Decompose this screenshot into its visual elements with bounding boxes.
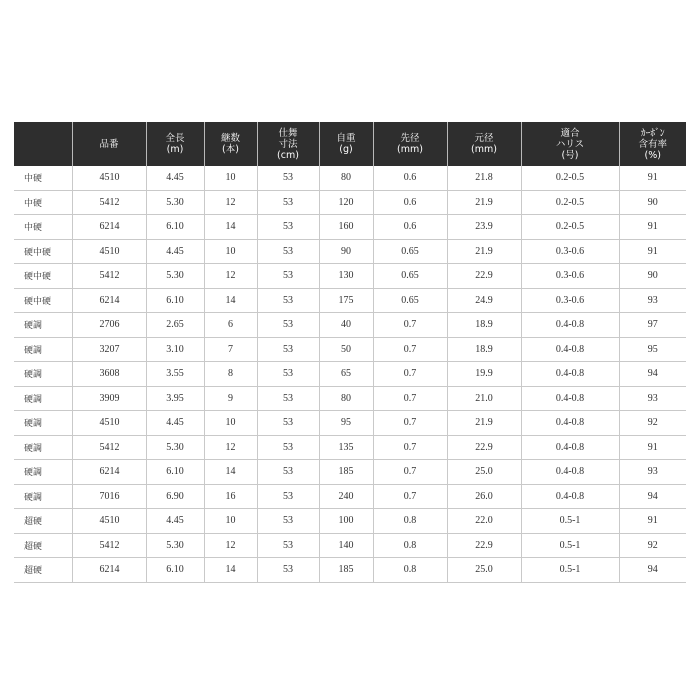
closed-length-cell: 53	[257, 166, 319, 190]
closed-length-cell: 53	[257, 509, 319, 534]
weight-cell: 175	[319, 288, 373, 313]
table-body	[14, 166, 686, 582]
model-number-cell: 4510	[72, 411, 146, 436]
total-length-cell: 5.30	[146, 264, 204, 289]
sections-cell: 14	[204, 460, 257, 485]
tip-diameter-cell: 0.7	[373, 435, 447, 460]
tip-diameter-cell: 0.8	[373, 533, 447, 558]
model-number-cell: 5412	[72, 435, 146, 460]
model-number-cell: 6214	[72, 288, 146, 313]
butt-diameter-cell: 21.0	[447, 386, 521, 411]
total-length-cell: 6.10	[146, 558, 204, 583]
line-rating-cell: 0.4-0.8	[521, 411, 619, 436]
sections-cell: 12	[204, 435, 257, 460]
total-length-cell: 3.55	[146, 362, 204, 387]
carbon-content-cell: 93	[619, 460, 686, 485]
tip-diameter-cell: 0.7	[373, 460, 447, 485]
table-row	[14, 435, 686, 460]
carbon-content-cell: 91	[619, 509, 686, 534]
weight-cell: 80	[319, 166, 373, 190]
model-number-cell: 6214	[72, 215, 146, 240]
weight-cell: 185	[319, 558, 373, 583]
butt-diameter-cell: 19.9	[447, 362, 521, 387]
grade-cell: 中硬	[14, 190, 72, 215]
sections-cell: 7	[204, 337, 257, 362]
model-number-cell: 3909	[72, 386, 146, 411]
weight-cell: 240	[319, 484, 373, 509]
butt-diameter-cell: 25.0	[447, 460, 521, 485]
tip-diameter-cell: 0.7	[373, 411, 447, 436]
weight-cell: 140	[319, 533, 373, 558]
total-length-header: 全長 (m)	[146, 122, 204, 166]
line-rating-cell: 0.4-0.8	[521, 435, 619, 460]
butt-diameter-cell: 21.9	[447, 239, 521, 264]
weight-cell: 65	[319, 362, 373, 387]
weight-cell: 100	[319, 509, 373, 534]
line-rating-cell: 0.2-0.5	[521, 215, 619, 240]
carbon-content-cell: 95	[619, 337, 686, 362]
grade-cell: 硬中硬	[14, 288, 72, 313]
weight-cell: 40	[319, 313, 373, 338]
model-number-cell: 6214	[72, 460, 146, 485]
carbon-content-cell: 91	[619, 435, 686, 460]
grade-cell: 超硬	[14, 558, 72, 583]
closed-length-cell: 53	[257, 313, 319, 338]
butt-diameter-cell: 22.9	[447, 435, 521, 460]
closed-length-cell: 53	[257, 435, 319, 460]
tip-diameter-cell: 0.7	[373, 337, 447, 362]
rod-spec-table	[14, 122, 686, 583]
grade-cell: 硬調	[14, 435, 72, 460]
table-header-row	[14, 122, 686, 166]
total-length-cell: 3.10	[146, 337, 204, 362]
weight-cell: 50	[319, 337, 373, 362]
line-rating-cell: 0.2-0.5	[521, 190, 619, 215]
weight-cell: 185	[319, 460, 373, 485]
table-row	[14, 215, 686, 240]
closed-length-cell: 53	[257, 386, 319, 411]
tip-diameter-cell: 0.7	[373, 313, 447, 338]
closed-length-cell: 53	[257, 337, 319, 362]
sections-cell: 14	[204, 558, 257, 583]
table-row	[14, 362, 686, 387]
total-length-cell: 6.90	[146, 484, 204, 509]
sections-cell: 8	[204, 362, 257, 387]
tip-diameter-cell: 0.7	[373, 386, 447, 411]
carbon-content-cell: 92	[619, 533, 686, 558]
model-number-cell: 4510	[72, 239, 146, 264]
total-length-cell: 4.45	[146, 509, 204, 534]
carbon-content-cell: 90	[619, 190, 686, 215]
model-number-cell: 2706	[72, 313, 146, 338]
line-rating-cell: 0.5-1	[521, 558, 619, 583]
butt-diameter-cell: 23.9	[447, 215, 521, 240]
total-length-cell: 6.10	[146, 288, 204, 313]
sections-header: 継数 (本)	[204, 122, 257, 166]
grade-cell: 硬調	[14, 313, 72, 338]
total-length-cell: 6.10	[146, 215, 204, 240]
model-number-header: 品番	[72, 122, 146, 166]
line-rating-header: 適合 ハリス (号)	[521, 122, 619, 166]
sections-cell: 12	[204, 533, 257, 558]
tip-diameter-cell: 0.6	[373, 215, 447, 240]
table-row	[14, 337, 686, 362]
sections-cell: 12	[204, 264, 257, 289]
table-row	[14, 533, 686, 558]
model-number-cell: 3608	[72, 362, 146, 387]
line-rating-cell: 0.4-0.8	[521, 337, 619, 362]
butt-diameter-cell: 18.9	[447, 313, 521, 338]
total-length-cell: 5.30	[146, 435, 204, 460]
table-row	[14, 509, 686, 534]
grade-cell: 超硬	[14, 533, 72, 558]
carbon-content-cell: 91	[619, 166, 686, 190]
total-length-cell: 4.45	[146, 411, 204, 436]
tip-diameter-cell: 0.65	[373, 239, 447, 264]
grade-cell: 硬中硬	[14, 264, 72, 289]
model-number-cell: 4510	[72, 166, 146, 190]
weight-cell: 120	[319, 190, 373, 215]
line-rating-cell: 0.4-0.8	[521, 362, 619, 387]
total-length-cell: 4.45	[146, 239, 204, 264]
grade-cell: 硬中硬	[14, 239, 72, 264]
butt-diameter-cell: 21.8	[447, 166, 521, 190]
model-number-cell: 5412	[72, 264, 146, 289]
line-rating-cell: 0.4-0.8	[521, 313, 619, 338]
weight-cell: 160	[319, 215, 373, 240]
grade-cell: 硬調	[14, 411, 72, 436]
butt-diameter-cell: 26.0	[447, 484, 521, 509]
weight-cell: 90	[319, 239, 373, 264]
sections-cell: 6	[204, 313, 257, 338]
grade-cell: 中硬	[14, 215, 72, 240]
tip-diameter-cell: 0.6	[373, 190, 447, 215]
sections-cell: 14	[204, 288, 257, 313]
carbon-content-cell: 94	[619, 558, 686, 583]
butt-diameter-cell: 21.9	[447, 190, 521, 215]
table-row	[14, 460, 686, 485]
tip-diameter-cell: 0.7	[373, 484, 447, 509]
total-length-cell: 3.95	[146, 386, 204, 411]
line-rating-cell: 0.4-0.8	[521, 484, 619, 509]
grade-cell: 中硬	[14, 166, 72, 190]
butt-diameter-cell: 25.0	[447, 558, 521, 583]
model-grade-header	[14, 122, 72, 166]
model-number-cell: 6214	[72, 558, 146, 583]
closed-length-cell: 53	[257, 411, 319, 436]
closed-length-cell: 53	[257, 215, 319, 240]
butt-diameter-cell: 22.0	[447, 509, 521, 534]
line-rating-cell: 0.3-0.6	[521, 239, 619, 264]
closed-length-cell: 53	[257, 362, 319, 387]
sections-cell: 10	[204, 239, 257, 264]
sections-cell: 10	[204, 509, 257, 534]
carbon-content-header: ｶｰﾎﾞﾝ 含有率 (%)	[619, 122, 686, 166]
line-rating-cell: 0.2-0.5	[521, 166, 619, 190]
line-rating-cell: 0.4-0.8	[521, 386, 619, 411]
carbon-content-cell: 91	[619, 215, 686, 240]
sections-cell: 14	[204, 215, 257, 240]
tip-diameter-cell: 0.6	[373, 166, 447, 190]
grade-cell: 超硬	[14, 509, 72, 534]
closed-length-cell: 53	[257, 558, 319, 583]
butt-diameter-cell: 22.9	[447, 264, 521, 289]
table-row	[14, 558, 686, 583]
carbon-content-cell: 93	[619, 288, 686, 313]
butt-diameter-header: 元径 (mm)	[447, 122, 521, 166]
total-length-cell: 2.65	[146, 313, 204, 338]
butt-diameter-cell: 21.9	[447, 411, 521, 436]
grade-cell: 硬調	[14, 362, 72, 387]
table-row	[14, 484, 686, 509]
closed-length-cell: 53	[257, 484, 319, 509]
sections-cell: 12	[204, 190, 257, 215]
model-number-cell: 4510	[72, 509, 146, 534]
total-length-cell: 5.30	[146, 190, 204, 215]
table-row	[14, 166, 686, 190]
weight-header: 自重 (g)	[319, 122, 373, 166]
model-number-cell: 3207	[72, 337, 146, 362]
grade-cell: 硬調	[14, 337, 72, 362]
closed-length-cell: 53	[257, 288, 319, 313]
total-length-cell: 4.45	[146, 166, 204, 190]
model-number-cell: 7016	[72, 484, 146, 509]
table-row	[14, 239, 686, 264]
carbon-content-cell: 94	[619, 362, 686, 387]
tip-diameter-cell: 0.7	[373, 362, 447, 387]
sections-cell: 9	[204, 386, 257, 411]
tip-diameter-cell: 0.8	[373, 509, 447, 534]
closed-length-cell: 53	[257, 264, 319, 289]
line-rating-cell: 0.5-1	[521, 533, 619, 558]
line-rating-cell: 0.4-0.8	[521, 460, 619, 485]
line-rating-cell: 0.3-0.6	[521, 288, 619, 313]
closed-length-cell: 53	[257, 460, 319, 485]
table-row	[14, 386, 686, 411]
model-number-cell: 5412	[72, 190, 146, 215]
closed-length-cell: 53	[257, 239, 319, 264]
butt-diameter-cell: 22.9	[447, 533, 521, 558]
table-row	[14, 313, 686, 338]
tip-diameter-cell: 0.65	[373, 288, 447, 313]
carbon-content-cell: 90	[619, 264, 686, 289]
carbon-content-cell: 93	[619, 386, 686, 411]
tip-diameter-header: 先径 (mm)	[373, 122, 447, 166]
total-length-cell: 5.30	[146, 533, 204, 558]
butt-diameter-cell: 24.9	[447, 288, 521, 313]
carbon-content-cell: 91	[619, 239, 686, 264]
table-row	[14, 264, 686, 289]
weight-cell: 135	[319, 435, 373, 460]
butt-diameter-cell: 18.9	[447, 337, 521, 362]
sections-cell: 16	[204, 484, 257, 509]
table-row	[14, 411, 686, 436]
carbon-content-cell: 92	[619, 411, 686, 436]
table-row	[14, 190, 686, 215]
sections-cell: 10	[204, 411, 257, 436]
grade-cell: 硬調	[14, 460, 72, 485]
weight-cell: 95	[319, 411, 373, 436]
carbon-content-cell: 97	[619, 313, 686, 338]
grade-cell: 硬調	[14, 386, 72, 411]
model-number-cell: 5412	[72, 533, 146, 558]
line-rating-cell: 0.5-1	[521, 509, 619, 534]
table-row	[14, 288, 686, 313]
weight-cell: 130	[319, 264, 373, 289]
tip-diameter-cell: 0.8	[373, 558, 447, 583]
closed-length-cell: 53	[257, 190, 319, 215]
grade-cell: 硬調	[14, 484, 72, 509]
carbon-content-cell: 94	[619, 484, 686, 509]
total-length-cell: 6.10	[146, 460, 204, 485]
sections-cell: 10	[204, 166, 257, 190]
closed-length-cell: 53	[257, 533, 319, 558]
closed-length-header: 仕舞 寸法 (cm)	[257, 122, 319, 166]
line-rating-cell: 0.3-0.6	[521, 264, 619, 289]
weight-cell: 80	[319, 386, 373, 411]
tip-diameter-cell: 0.65	[373, 264, 447, 289]
